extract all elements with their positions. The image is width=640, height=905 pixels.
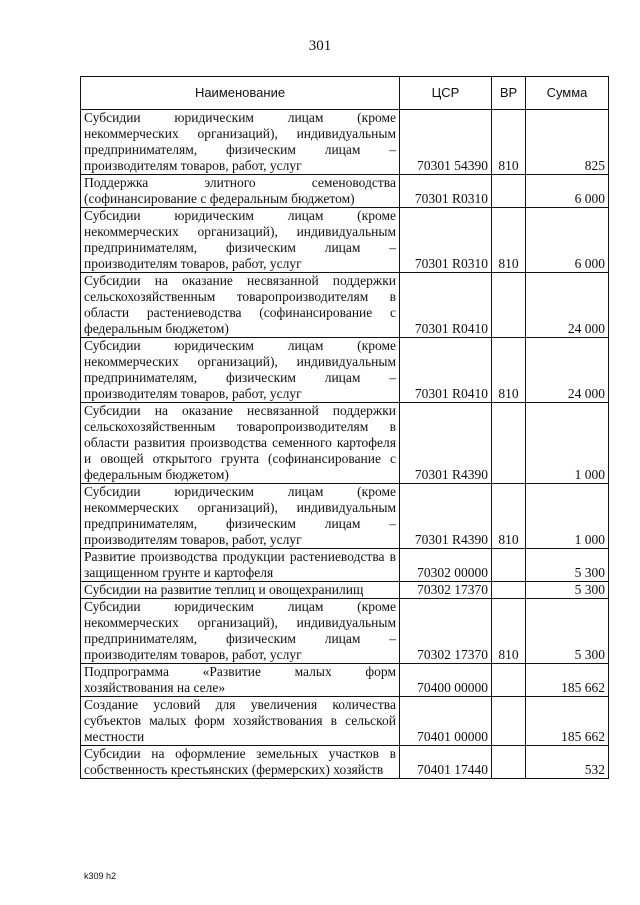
row-csr: 70302 17370: [400, 599, 492, 664]
row-csr: 70401 00000: [400, 697, 492, 746]
row-vr: 810: [492, 338, 526, 403]
row-csr: 70301 R4390: [400, 484, 492, 549]
row-vr: [492, 403, 526, 484]
header-vr: ВР: [492, 77, 526, 110]
row-csr: 70302 17370: [400, 582, 492, 599]
row-vr: [492, 697, 526, 746]
row-csr: 70301 54390: [400, 110, 492, 175]
row-name: Субсидии юридическим лицам (кроме некоммерческих организаций), индивидуальным предпринимателям, физическим лицам – производителям товаров, работ, услуг: [81, 599, 400, 664]
row-name: Субсидии юридическим лицам (кроме некоммерческих организаций), индивидуальным предпринимателям, физическим лицам – производителям товаров, работ, услуг: [81, 484, 400, 549]
row-sum: 825: [526, 110, 609, 175]
row-sum: 6 000: [526, 175, 609, 208]
table-row: [81, 110, 609, 175]
row-vr: 810: [492, 110, 526, 175]
table-row: [81, 746, 609, 779]
row-csr: 70400 00000: [400, 664, 492, 697]
row-sum: 1 000: [526, 484, 609, 549]
row-sum: 1 000: [526, 403, 609, 484]
row-csr: 70301 R0310: [400, 175, 492, 208]
row-name: Подпрограмма «Развитие малых форм хозяйствования на селе»: [81, 664, 400, 697]
row-csr: 70301 R0310: [400, 208, 492, 273]
row-sum: 5 300: [526, 549, 609, 582]
row-name: Субсидии на оформление земельных участков в собственность крестьянских (фермерских) хозяйств: [81, 746, 400, 779]
table-row: [81, 175, 609, 208]
row-vr: [492, 582, 526, 599]
table-row: [81, 208, 609, 273]
header-name: Наименование: [81, 77, 400, 110]
table-header-row: [81, 77, 609, 110]
row-vr: [492, 664, 526, 697]
header-csr: ЦСР: [400, 77, 492, 110]
row-name: Субсидии на оказание несвязанной поддержки сельскохозяйственным товаропроизводителям в области развития производства семенного картофеля и овощей открытого грунта (софинансирование с федеральным бюджетом): [81, 403, 400, 484]
header-sum: Сумма: [526, 77, 609, 110]
row-vr: [492, 273, 526, 338]
row-name: Субсидии на развитие теплиц и овощехранилищ: [81, 582, 400, 599]
table-row: [81, 338, 609, 403]
row-name: Субсидии юридическим лицам (кроме некоммерческих организаций), индивидуальным предпринимателям, физическим лицам – производителям товаров, работ, услуг: [81, 208, 400, 273]
row-csr: 70301 R0410: [400, 338, 492, 403]
row-sum: 5 300: [526, 582, 609, 599]
row-name: Субсидии юридическим лицам (кроме некоммерческих организаций), индивидуальным предпринимателям, физическим лицам – производителям товаров, работ, услуг: [81, 110, 400, 175]
row-sum: 5 300: [526, 599, 609, 664]
row-name: Поддержка элитного семеноводства (софинансирование с федеральным бюджетом): [81, 175, 400, 208]
row-sum: 185 662: [526, 664, 609, 697]
row-vr: [492, 175, 526, 208]
table-row: [81, 403, 609, 484]
row-name: Создание условий для увеличения количества субъектов малых форм хозяйствования в сельской местности: [81, 697, 400, 746]
row-csr: 70401 17440: [400, 746, 492, 779]
table-row: [81, 582, 609, 599]
row-vr: 810: [492, 599, 526, 664]
row-name: Субсидии на оказание несвязанной поддержки сельскохозяйственным товаропроизводителям в области растениеводства (софинансирование с федеральным бюджетом): [81, 273, 400, 338]
page-number: 301: [308, 38, 332, 54]
table-row: [81, 549, 609, 582]
row-sum: 185 662: [526, 697, 609, 746]
row-sum: 532: [526, 746, 609, 779]
table-row: [81, 273, 609, 338]
row-vr: [492, 549, 526, 582]
row-sum: 24 000: [526, 338, 609, 403]
row-sum: 24 000: [526, 273, 609, 338]
row-vr: 810: [492, 484, 526, 549]
row-csr: 70302 00000: [400, 549, 492, 582]
table-row: [81, 484, 609, 549]
footer-code: k309 h2: [84, 871, 117, 881]
table-row: [81, 664, 609, 697]
row-vr: [492, 746, 526, 779]
table-row: [81, 697, 609, 746]
row-csr: 70301 R0410: [400, 273, 492, 338]
row-name: Субсидии юридическим лицам (кроме некоммерческих организаций), индивидуальным предпринимателям, физическим лицам – производителям товаров, работ, услуг: [81, 338, 400, 403]
row-vr: 810: [492, 208, 526, 273]
table-row: [81, 599, 609, 664]
row-csr: 70301 R4390: [400, 403, 492, 484]
row-sum: 6 000: [526, 208, 609, 273]
row-name: Развитие производства продукции растениеводства в защищенном грунте и картофеля: [81, 549, 400, 582]
budget-table: [80, 76, 609, 779]
